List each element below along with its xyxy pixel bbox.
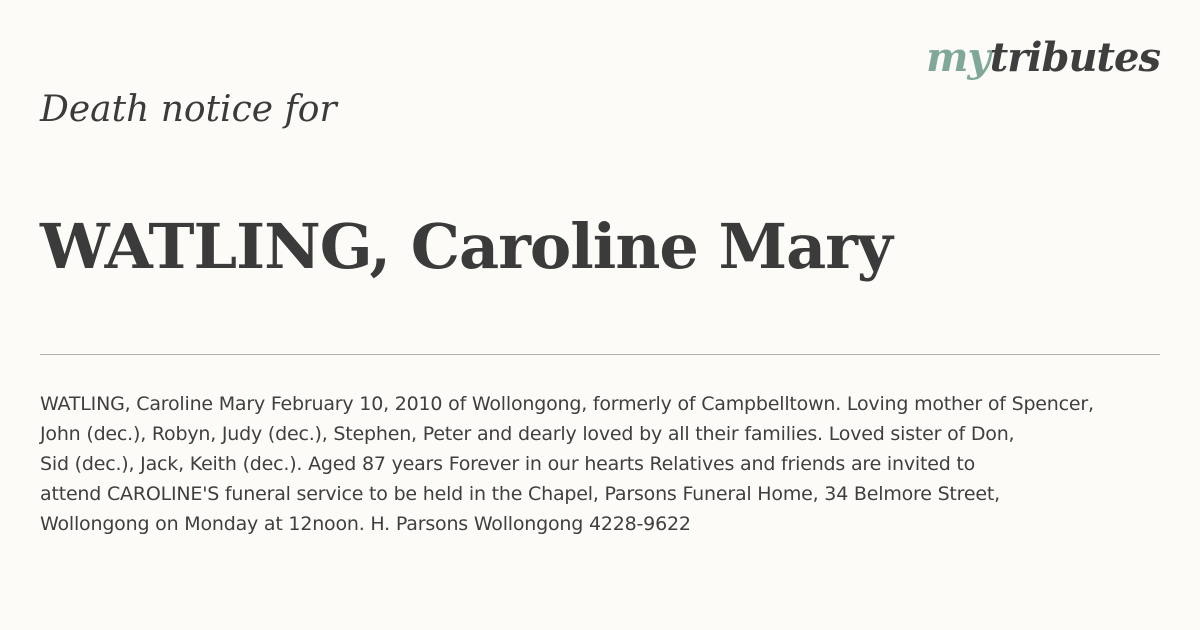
notice-body: WATLING, Caroline Mary February 10, 2010 of Wollongong, formerly of Campbelltown. Loving mother of Spencer, John (dec.), Robyn, Judy (dec.), Stephen, Peter and dearly loved by all their families. Loved sister of Don, Sid (dec.), Jack, Keith (dec.). Aged 87 years Forever in our hearts Relatives and friends are invited to attend CAROLINE'S funeral service to be held in the Chapel, Parsons Funeral Home, 34 Belmore Street, Wollongong on Monday at 12noon. H. Parsons Wollongong 4228-9622 <box>40 393 1094 535</box>
divider <box>40 354 1160 355</box>
logo-tributes: tributes <box>989 34 1160 81</box>
deceased-name: WATLING, Caroline Mary <box>40 210 892 283</box>
notice-subtitle: Death notice for <box>40 89 337 130</box>
logo-my: my <box>926 34 990 81</box>
mytributes-logo[interactable] <box>926 34 1160 82</box>
